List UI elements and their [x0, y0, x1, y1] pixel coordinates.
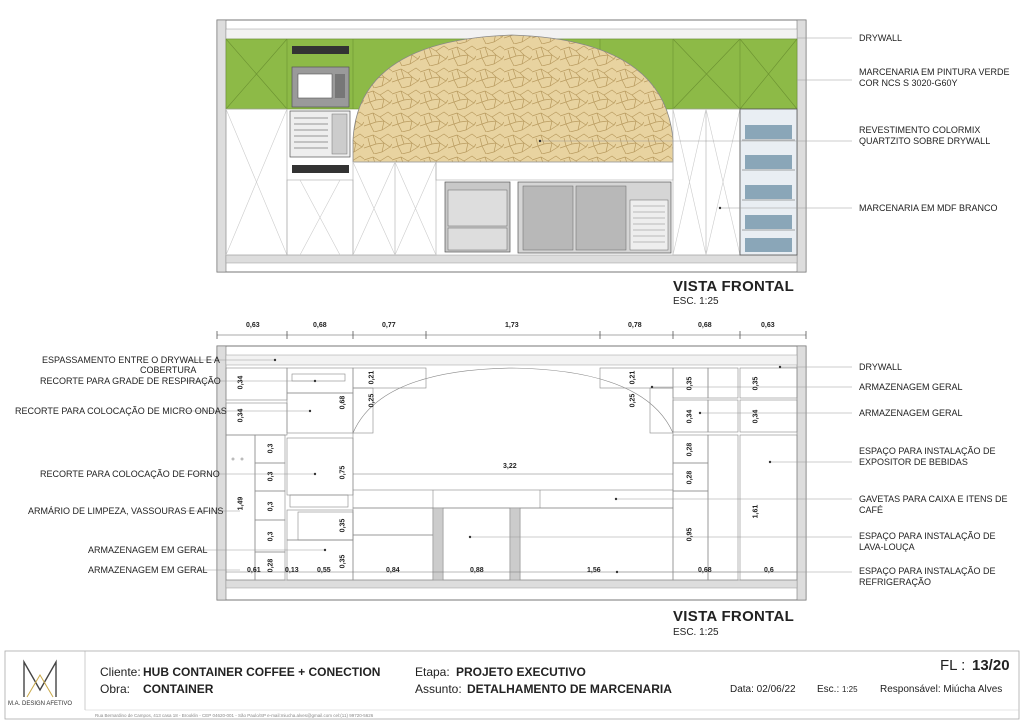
label-drywall-bottom: DRYWALL — [859, 362, 903, 372]
top-view-scale: ESC. 1:25 — [673, 296, 719, 307]
label-expositor-2: EXPOSITOR DE BEBIDAS — [859, 457, 968, 467]
vdim-18: 0,34 — [686, 409, 694, 424]
vdim-21: 0,95 — [686, 527, 694, 542]
label-espassamento: ESPASSAMENTO ENTRE O DRYWALL E A — [42, 355, 220, 365]
address-line: Rua Bernardino de Campos, 413 casa 18 - Brooklin - CEP 04620-001 - São Paulo/SP e-mail:miucha.alves@gmail.com cel:(11) 99720-5626 — [95, 713, 374, 718]
bottom-dim-7: 0,68 — [698, 567, 712, 574]
vdim-23: 0,34 — [752, 409, 760, 424]
label-quartzito: QUARTZITO SOBRE DRYWALL — [859, 136, 991, 146]
etapa-label: Etapa: — [415, 665, 450, 679]
bottom-elevation — [185, 331, 852, 600]
obra-value: CONTAINER — [143, 682, 214, 696]
vdim-10: 0,75 — [339, 465, 347, 480]
vdim-20: 0,28 — [686, 470, 694, 485]
vdim-8: 0,28 — [267, 558, 275, 573]
label-grade-respiracao: RECORTE PARA GRADE DE RESPIRAÇÃO — [40, 376, 221, 386]
fl-label: FL : — [940, 657, 966, 674]
vdim-7: 0,3 — [267, 531, 275, 542]
vdim-13: 0,21 — [368, 370, 376, 385]
label-gavetas-2: CAFÉ — [859, 505, 884, 515]
label-mdf-branco: MARCENARIA EM MDF BRANCO — [859, 203, 998, 213]
label-expositor-1: ESPAÇO PARA INSTALAÇÃO DE — [859, 446, 996, 456]
label-armario-limpeza: ARMÁRIO DE LIMPEZA, VASSOURAS E AFINS — [28, 506, 224, 516]
vdim-3: 1,49 — [237, 496, 245, 511]
label-armazenagem-2: ARMAZENAGEM EM GERAL — [88, 565, 208, 575]
label-cobertura: COBERTURA — [140, 365, 197, 375]
label-lava-louca-2: LAVA-LOUÇA — [859, 542, 915, 552]
vdim-19: 0,28 — [686, 442, 694, 457]
etapa-value: PROJETO EXECUTIVO — [456, 665, 586, 679]
top-dim-3: 0,77 — [382, 322, 396, 329]
bottom-dim-3: 0,55 — [317, 567, 331, 574]
vdim-5: 0,3 — [267, 471, 275, 482]
bottom-view-scale: ESC. 1:25 — [673, 627, 719, 638]
vdim-17: 0,35 — [686, 376, 694, 391]
vdim-9: 0,68 — [339, 395, 347, 410]
responsavel: Responsável: Miúcha Alves — [880, 684, 1003, 695]
vdim-2: 0,34 — [237, 408, 245, 423]
vdim-6: 0,3 — [267, 501, 275, 512]
label-drywall-top: DRYWALL — [859, 33, 903, 43]
cliente-label: Cliente: — [100, 665, 141, 679]
top-view-title: VISTA FRONTAL — [673, 278, 795, 295]
bottom-dim-8: 0,6 — [764, 567, 774, 574]
vdim-11: 0,35 — [339, 518, 347, 533]
esc-label: Esc.: — [817, 684, 840, 695]
label-gavetas-1: GAVETAS PARA CAIXA E ITENS DE — [859, 494, 1008, 504]
esc-value: 1:25 — [842, 685, 858, 694]
top-dim-7: 0,63 — [761, 322, 775, 329]
top-dim-5: 0,78 — [628, 322, 642, 329]
data-label: Data: 02/06/22 — [730, 684, 796, 695]
top-dim-1: 0,63 — [246, 322, 260, 329]
vdim-22: 0,35 — [752, 376, 760, 391]
label-armazenagem-1: ARMAZENAGEM EM GERAL — [88, 545, 208, 555]
logo-name: M.A. DESIGN AFETIVO — [8, 701, 73, 707]
label-green-color: COR NCS S 3020-G60Y — [859, 78, 958, 88]
obra-label: Obra: — [100, 682, 131, 696]
top-elevation — [217, 20, 852, 272]
vdim-15: 0,21 — [629, 370, 637, 385]
label-micro-ondas: RECORTE PARA COLOCAÇÃO DE MICRO ONDAS — [15, 406, 227, 416]
vdim-1: 0,34 — [237, 375, 245, 390]
vdim-4: 0,3 — [267, 443, 275, 454]
top-dim-6: 0,68 — [698, 322, 712, 329]
label-colormix: REVESTIMENTO COLORMIX — [859, 125, 981, 135]
vdim-16: 0,25 — [629, 393, 637, 408]
label-lava-louca-1: ESPAÇO PARA INSTALAÇÃO DE — [859, 531, 996, 541]
assunto-value: DETALHAMENTO DE MARCENARIA — [467, 682, 672, 696]
arch-width-dim: 3,22 — [503, 463, 517, 470]
vdim-12: 0,35 — [339, 554, 347, 569]
assunto-label: Assunto: — [415, 682, 462, 696]
vdim-14: 0,25 — [368, 393, 376, 408]
top-dim-2: 0,68 — [313, 322, 327, 329]
bottom-dim-6: 1,56 — [587, 567, 601, 574]
label-armazenagem-geral-2: ARMAZENAGEM GERAL — [859, 408, 963, 418]
label-refrigeracao-1: ESPAÇO PARA INSTALAÇÃO DE — [859, 566, 996, 576]
bottom-dim-5: 0,88 — [470, 567, 484, 574]
fl-value: 13/20 — [972, 657, 1010, 674]
bottom-view-title: VISTA FRONTAL — [673, 608, 795, 625]
vdim-24: 1,61 — [752, 504, 760, 519]
logo-mark — [24, 662, 56, 697]
label-forno: RECORTE PARA COLOCAÇÃO DE FORNO — [40, 469, 220, 479]
bottom-dim-2: 0,13 — [285, 567, 299, 574]
bottom-dim-1: 0,61 — [247, 567, 261, 574]
label-refrigeracao-2: REFRIGERAÇÃO — [859, 577, 932, 587]
label-armazenagem-geral-1: ARMAZENAGEM GERAL — [859, 382, 963, 392]
cliente-value: HUB CONTAINER COFFEE + CONECTION — [143, 665, 381, 679]
bottom-dim-4: 0,84 — [386, 567, 400, 574]
label-green-paint: MARCENARIA EM PINTURA VERDE — [859, 67, 1010, 77]
top-dim-4: 1,73 — [505, 322, 519, 329]
